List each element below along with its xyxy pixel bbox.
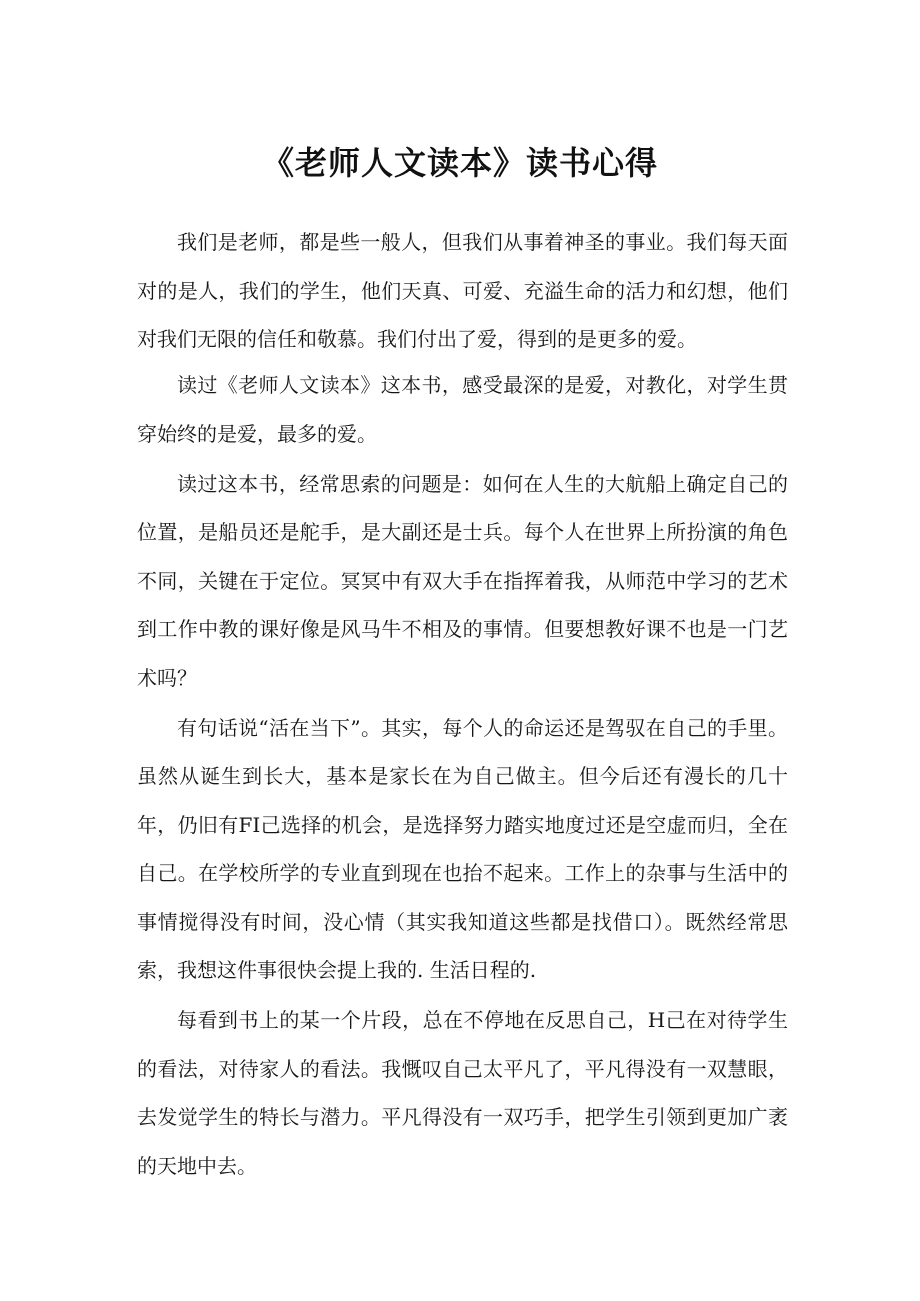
paragraph-3: 读过这本书，经常思索的问题是：如何在人生的大航船上确定自己的位置，是船员还是舵手，是大副还是士兵。每个人在世界上所扮演的角色不同，关键在于定位。冥冥中有双大手在指挥着我，从师范中学习的艺术到工作中教的课好像是风马牛不相及的事情。但要想教好课不也是一门艺术吗？ [137,471,788,690]
paragraph-1: 我们是老师，都是些一般人，但我们从事着神圣的事业。我们每天面对的是人，我们的学生，他们天真、可爱、充溢生命的活力和幻想，他们对我们无限的信任和敬慕。我们付出了爱，得到的是更多的爱。 [137,230,788,351]
document-body [137,218,788,1192]
paragraph-5: 每看到书上的某一个片段，总在不停地在反思自己，H己在对待学生的看法，对待家人的看法。我慨叹自己太平凡了，平凡得没有一双慧眼，去发觉学生的特长与潜力。平凡得没有一双巧手，把学生引领到更加广袤的天地中去。 [137,1008,788,1178]
document-title: 《老师人文读本》读书心得 [261,144,658,182]
paragraph-2: 读过《老师人文读本》这本书，感受最深的是爱，对教化，对学生贯穿始终的是爱，最多的爱。 [137,373,788,446]
paragraph-4: 有句话说“活在当下”。其实，每个人的命运还是驾驭在自己的手里。虽然从诞生到长大，基本是家长在为自己做主。但今后还有漫长的几十年，仍旧有FI己选择的机会，是选择努力踏实地度过还是空虚而归，全在自己。在学校所学的专业直到现在也抬不起来。工作上的杂事与生活中的事情搅得没有时间，没心情（其实我知道这些都是找借口）。既然经常思索，我想这件事很快会提上我的. 生活日程的. [137,715,788,982]
